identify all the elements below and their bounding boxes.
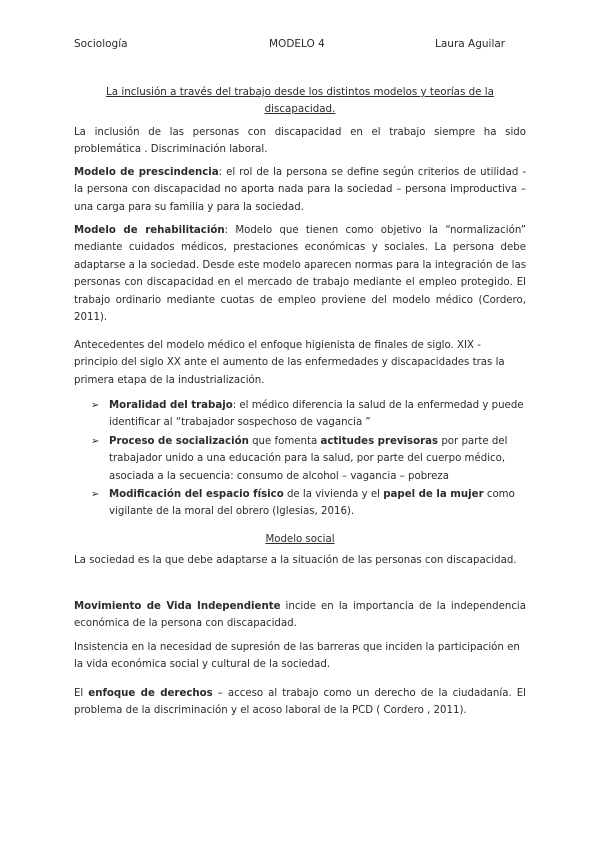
mvi-text: incide en la importancia de la independencia económica de la persona con discapacidad. [74, 601, 526, 630]
derechos-pre: El [74, 688, 89, 699]
bullet-text: : el médico diferencia la salud de la enfermedad y puede identificar al “trabajador sospechoso de vagancia ” [109, 400, 524, 429]
header-subject: Sociología [74, 38, 128, 50]
bullet-term: Modificación del espacio físico [109, 489, 284, 501]
social-paragraph [74, 552, 526, 569]
antecedentes-text: Antecedentes del modelo médico el enfoque higienista de finales de siglo. XIX - principio del siglo XX ante el aumento de las enfermedades y discapacidades tras la primera etapa de la industrialización. [74, 340, 505, 386]
social-text: La sociedad es la que debe adaptarse a la situación de las personas con discapacidad. [74, 555, 517, 566]
bullet-text: por parte del trabajador unido a una educación para la salud, por parte del cuerpo médico, asociada a la secuencia: consumo de alcohol – vagancia – pobreza [109, 435, 508, 482]
bullet-term: Proceso de socialización [109, 435, 249, 447]
prescindencia-text: : el rol de la persona se define según criterios de utilidad - la persona con discapacidad no aporta nada para la sociedad – persona improductiva – una carga para su familia y para la sociedad. [74, 167, 526, 213]
derechos-term: enfoque de derechos [88, 688, 213, 699]
intro-paragraph [74, 124, 526, 159]
bullet-text: que fomenta [248, 435, 321, 447]
rehabilitacion-paragraph [74, 222, 526, 326]
bullet-term: papel de la mujer [383, 489, 484, 501]
list-item [74, 397, 526, 432]
derechos-paragraph [74, 685, 526, 720]
section-heading-modelo-social: Modelo social [265, 534, 335, 545]
header-author: Laura Aguilar [435, 38, 506, 50]
bullet-term: actitudes previsoras [320, 435, 439, 447]
list-item [74, 433, 526, 485]
arrow-bullet-icon: ➢ [91, 489, 100, 501]
mvi-paragraph [74, 598, 526, 633]
mvi-term: Movimiento de Vida Independiente [74, 601, 281, 612]
bullet-term: Moralidad del trabajo [109, 400, 233, 411]
antecedentes-paragraph [74, 337, 526, 389]
insistencia-text: Insistencia en la necesidad de supresión de las barreras que inciden la participación en la vida económica social y cultural de la sociedad. [74, 642, 520, 671]
rehabilitacion-text: : Modelo que tienen como objetivo la “normalización” mediante cuidados médicos, prestaciones económicas y sociales. La persona debe adaptarse a la sociedad. Desde este modelo aparecen normas para la integración de las personas con discapacidad en el mercado de trabajo mediante el empleo protegido. El trabajo ordinario mediante cuotas de empleo proviene del modelo médico (Cordero, 2011). [74, 225, 527, 324]
document-title: La inclusión a través del trabajo desde los distintos modelos y teorías de la discapacidad. [106, 86, 494, 115]
derechos-text: – acceso al trabajo como un derecho de la ciudadanía. El problema de la discriminación y el acoso laboral de la PCD ( Cordero , 2011). [74, 688, 526, 717]
rehabilitacion-term: Modelo de rehabilitación [74, 225, 225, 236]
header-model: MODELO 4 [269, 38, 325, 50]
arrow-bullet-icon: ➢ [91, 400, 100, 411]
prescindencia-term: Modelo de prescindencia [74, 167, 219, 178]
page-header [0, 36, 600, 52]
insistencia-paragraph [74, 639, 526, 674]
list-item [74, 486, 526, 521]
arrow-bullet-icon: ➢ [91, 435, 100, 447]
bullet-list [74, 397, 526, 522]
bullet-text: de la vivienda y el [283, 489, 384, 501]
prescindencia-paragraph [74, 164, 526, 216]
bullet-text: como vigilante de la moral del obrero (Iglesias, 2016). [109, 489, 515, 518]
intro-text: La inclusión de las personas con discapacidad en el trabajo siempre ha sido problemática . Discriminación laboral. [74, 127, 526, 156]
